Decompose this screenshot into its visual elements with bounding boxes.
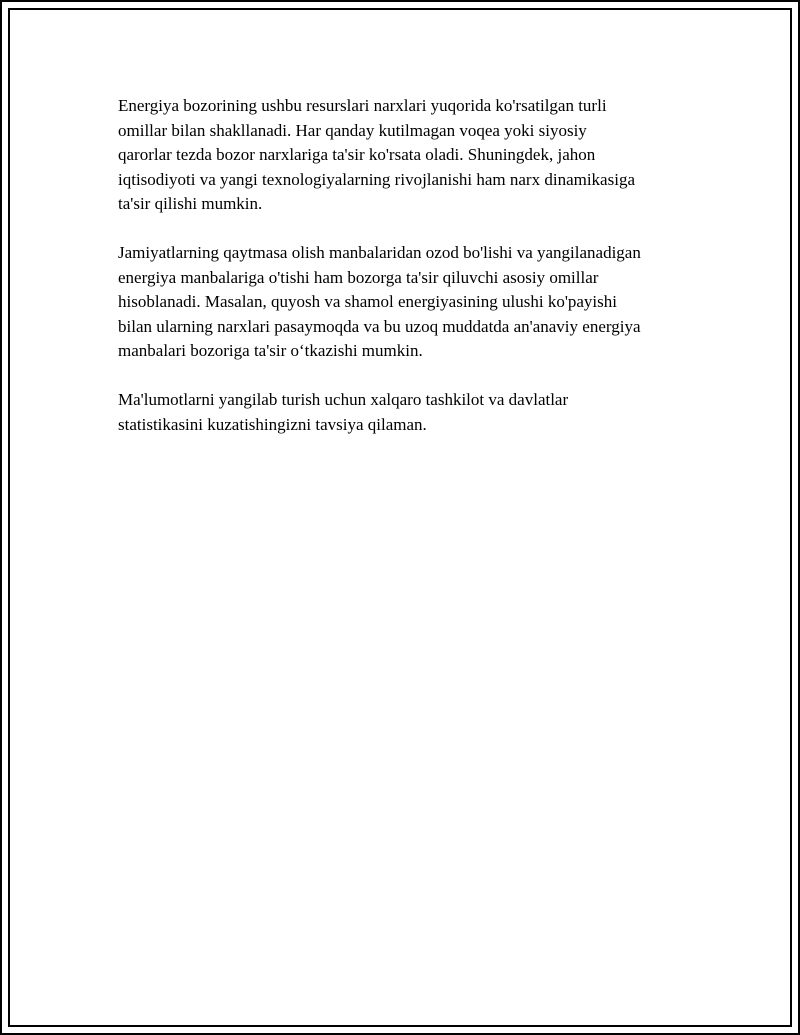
paragraph-line: Energiya bozorining ushbu resurslari narxlari yuqorida ko'rsatilgan turli	[118, 96, 607, 115]
paragraph-line: iqtisodiyoti va yangi texnologiyalarning rivojlanishi ham narx dinamikasiga	[118, 169, 635, 189]
paragraph-1	[118, 94, 698, 217]
paragraph-line: manbalari bozoriga ta'sir o‘tkazishi mumkin.	[118, 341, 423, 360]
paragraph-2	[118, 241, 698, 364]
paragraph-line: bilan ularning narxlari pasaymoqda va bu uzoq muddatda an'anaviy energiya	[118, 316, 641, 336]
paragraph-line: hisoblanadi. Masalan, quyosh va shamol energiyasining ulushi ko'payishi	[118, 292, 617, 311]
paragraph-line: Jamiyatlarning qaytmasa olish manbalaridan ozod bo'lishi va yangilanadigan	[118, 243, 641, 262]
paragraph-line: Ma'lumotlarni yangilab turish uchun xalqaro tashkilot va davlatlar	[118, 390, 569, 409]
paragraph-line: omillar bilan shakllanadi. Har qanday kutilmagan voqea yoki siyosiy	[118, 120, 587, 140]
document-body	[118, 94, 698, 462]
paragraph-3	[118, 388, 698, 437]
paragraph-line: statistikasini kuzatishingizni tavsiya qilaman.	[118, 414, 427, 434]
paragraph-line: ta'sir qilishi mumkin.	[118, 194, 263, 213]
paragraph-line: qarorlar tezda bozor narxlariga ta'sir ko'rsata oladi. Shuningdek, jahon	[118, 145, 596, 164]
paragraph-line: energiya manbalariga o'tishi ham bozorga ta'sir qiluvchi asosiy omillar	[118, 267, 599, 287]
